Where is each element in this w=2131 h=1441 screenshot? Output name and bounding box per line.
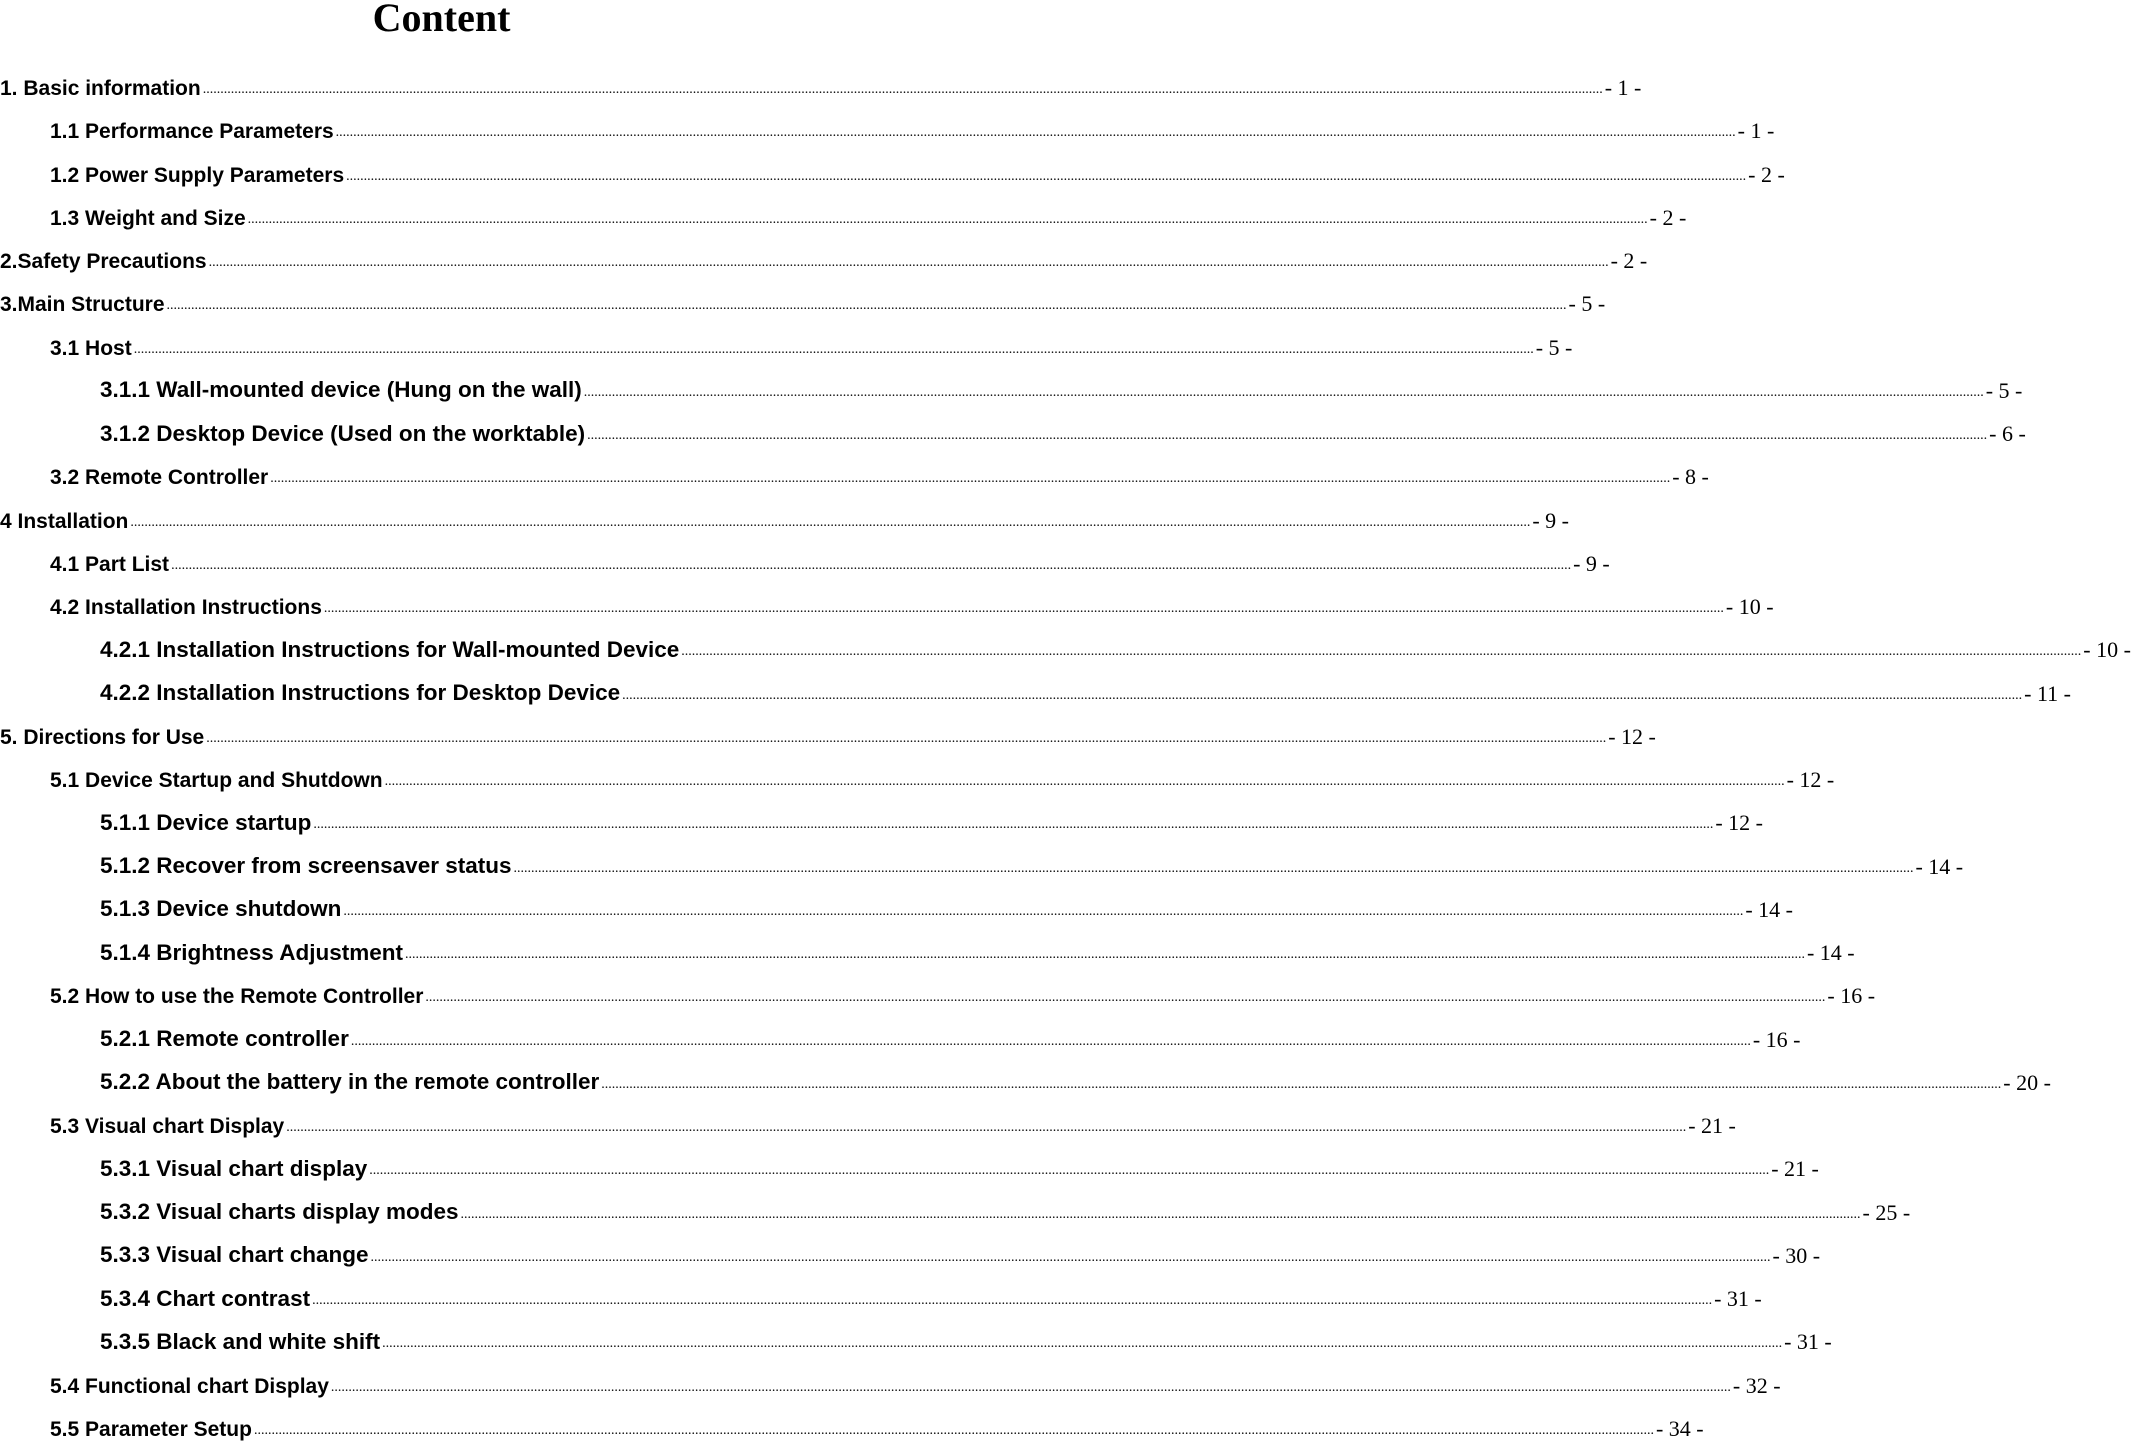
toc-entry-title: 5. Directions for Use xyxy=(0,725,205,749)
toc-entry-title: 5.5 Parameter Setup xyxy=(50,1417,252,1441)
toc-entry-title: 5.2.1 Remote controller xyxy=(100,1026,349,1051)
toc-entry-page-number: - 10 - xyxy=(2083,637,2131,663)
toc-entry[interactable] xyxy=(100,1185,1911,1225)
toc-entry-title: 1. Basic information xyxy=(0,77,201,100)
toc-entry-page-number: - 9 - xyxy=(1573,550,1610,576)
toc-entry-title: 5.4 Functional chart Display xyxy=(50,1374,329,1398)
toc-entry-title: 1.2 Power Supply Parameters xyxy=(50,163,345,187)
toc-entry-title: 3.Main Structure xyxy=(0,293,165,317)
toc-entry[interactable] xyxy=(50,320,1573,360)
toc-entry-page-number: - 30 - xyxy=(1772,1242,1821,1268)
toc-entry[interactable] xyxy=(100,1012,1801,1052)
toc-entry-page-number: - 32 - xyxy=(1732,1372,1781,1398)
toc-entry-page-number: - 8 - xyxy=(1672,464,1709,490)
toc-entry-title: 2.Safety Precautions xyxy=(0,250,207,273)
dot-leader: ................................................................................................................................................................................................................................................................................................................................................................................................................ xyxy=(166,298,1567,314)
toc-entry[interactable] xyxy=(50,536,1610,576)
toc-entry[interactable] xyxy=(100,1271,1762,1311)
toc-entry[interactable] xyxy=(100,882,1793,922)
dot-leader: ................................................................................................................................................................................................................................................................................................................................................................................................................ xyxy=(133,341,1534,357)
dot-leader: ................................................................................................................................................................................................................................................................................................................................................................................................................ xyxy=(312,1293,1713,1308)
toc-entry[interactable] xyxy=(100,666,2071,706)
toc-entry-title: 1.1 Performance Parameters xyxy=(50,120,334,144)
toc-entry-title: 5.3.3 Visual chart change xyxy=(100,1242,369,1268)
toc-entry-title: 5.1 Device Startup and Shutdown xyxy=(50,769,383,792)
toc-entry-title: 3.1.2 Desktop Device (Used on the worktable) xyxy=(100,420,586,446)
toc-entry-page-number: - 5 - xyxy=(1568,291,1606,317)
toc-entry-page-number: - 14 - xyxy=(1806,940,1855,965)
toc-entry[interactable] xyxy=(50,147,1785,187)
dot-leader: ................................................................................................................................................................................................................................................................................................................................................................................................................ xyxy=(253,1422,1654,1438)
toc-entry-title: 5.3.2 Visual charts display modes xyxy=(100,1199,459,1224)
toc-entry-title: 4.2.1 Installation Instructions for Wall-mounted Device xyxy=(100,636,680,662)
dot-leader: ................................................................................................................................................................................................................................................................................................................................................................................................................ xyxy=(346,168,1747,184)
toc-entry-page-number: - 5 - xyxy=(1985,377,2023,403)
toc-entry[interactable] xyxy=(50,968,1876,1009)
toc-entry-page-number: - 20 - xyxy=(2003,1069,2051,1095)
dot-leader: ................................................................................................................................................................................................................................................................................................................................................................................................................ xyxy=(335,125,1736,141)
dot-leader: ................................................................................................................................................................................................................................................................................................................................................................................................................ xyxy=(206,730,1607,746)
toc-entry[interactable] xyxy=(0,233,1648,273)
dot-leader: ................................................................................................................................................................................................................................................................................................................................................................................................................ xyxy=(202,82,1603,97)
toc-entry-page-number: - 14 - xyxy=(1915,853,1964,879)
toc-entry-page-number: - 12 - xyxy=(1715,810,1764,836)
toc-entry-page-number: - 2 - xyxy=(1610,248,1648,273)
dot-leader: ................................................................................................................................................................................................................................................................................................................................................................................................................ xyxy=(384,774,1785,789)
toc-entry-title: 4.2.2 Installation Instructions for Desktop Device xyxy=(100,680,621,705)
toc-entry-page-number: - 12 - xyxy=(1786,767,1835,792)
toc-entry[interactable] xyxy=(50,1401,1704,1441)
dot-leader: ................................................................................................................................................................................................................................................................................................................................................................................................................ xyxy=(330,1379,1731,1395)
toc-entry-page-number: - 2 - xyxy=(1649,204,1687,230)
toc-entry[interactable] xyxy=(100,1314,1832,1355)
dot-leader: ................................................................................................................................................................................................................................................................................................................................................................................................................ xyxy=(382,1336,1783,1352)
toc-entry-page-number: - 25 - xyxy=(1862,1199,1911,1225)
toc-entry-page-number: - 9 - xyxy=(1532,507,1570,533)
toc-entry-page-number: - 10 - xyxy=(1725,594,1774,619)
dot-leader: ................................................................................................................................................................................................................................................................................................................................................................................................................ xyxy=(130,514,1531,530)
toc-entry[interactable] xyxy=(50,103,1775,144)
dot-leader: ................................................................................................................................................................................................................................................................................................................................................................................................................ xyxy=(270,471,1671,487)
toc-entry[interactable] xyxy=(100,1055,2051,1095)
toc-entry-page-number: - 16 - xyxy=(1827,983,1876,1009)
toc-entry-title: 3.1.1 Wall-mounted device (Hung on the wall) xyxy=(100,377,582,403)
toc-entry[interactable] xyxy=(100,363,2023,403)
toc-entry[interactable] xyxy=(50,1358,1781,1398)
dot-leader: ................................................................................................................................................................................................................................................................................................................................................................................................................ xyxy=(587,428,1988,443)
toc-entry-title: 5.3.4 Chart contrast xyxy=(100,1285,311,1311)
toc-entry[interactable] xyxy=(50,449,1709,490)
dot-leader: ................................................................................................................................................................................................................................................................................................................................................................................................................ xyxy=(601,1076,2002,1092)
toc-entry[interactable] xyxy=(50,752,1835,792)
dot-leader: ................................................................................................................................................................................................................................................................................................................................................................................................................ xyxy=(171,557,1572,573)
dot-leader: ................................................................................................................................................................................................................................................................................................................................................................................................................ xyxy=(323,601,1724,616)
toc-entry[interactable] xyxy=(100,1141,1819,1182)
toc-entry-page-number: - 1 - xyxy=(1737,118,1775,144)
toc-entry-page-number: - 14 - xyxy=(1745,896,1793,922)
toc-entry-title: 5.1.1 Device startup xyxy=(100,809,312,835)
toc-entry-title: 3.1 Host xyxy=(50,336,132,360)
dot-leader: ................................................................................................................................................................................................................................................................................................................................................................................................................ xyxy=(583,384,1984,400)
toc-entry[interactable] xyxy=(50,579,1774,619)
dot-leader: ................................................................................................................................................................................................................................................................................................................................................................................................................ xyxy=(350,1033,1751,1049)
toc-entry-page-number: - 6 - xyxy=(1989,421,2026,446)
toc-entry-page-number: - 12 - xyxy=(1608,723,1656,749)
toc-entry-title: 4.1 Part List xyxy=(50,552,170,576)
toc-entry-page-number: - 1 - xyxy=(1604,75,1642,100)
toc-entry-page-number: - 21 - xyxy=(1771,1156,1819,1182)
page-title: Content xyxy=(372,0,511,40)
toc-entry-page-number: - 34 - xyxy=(1655,1415,1704,1441)
toc-entry-page-number: - 2 - xyxy=(1748,161,1785,187)
dot-leader: ................................................................................................................................................................................................................................................................................................................................................................................................................ xyxy=(343,903,1744,919)
dot-leader: ................................................................................................................................................................................................................................................................................................................................................................................................................ xyxy=(460,1206,1861,1222)
toc-entry[interactable] xyxy=(100,622,2131,663)
dot-leader: ................................................................................................................................................................................................................................................................................................................................................................................................................ xyxy=(286,1120,1687,1135)
dot-leader: ................................................................................................................................................................................................................................................................................................................................................................................................................ xyxy=(247,211,1648,227)
dot-leader: ................................................................................................................................................................................................................................................................................................................................................................................................................ xyxy=(622,687,2023,703)
toc-entry-title: 5.1.3 Device shutdown xyxy=(100,896,342,922)
toc-entry-title: 5.3.5 Black and white shift xyxy=(100,1328,381,1354)
dot-leader: ................................................................................................................................................................................................................................................................................................................................................................................................................ xyxy=(425,990,1826,1006)
toc-entry[interactable] xyxy=(100,839,1964,879)
toc-entry-title: 4.2 Installation Instructions xyxy=(50,596,322,619)
toc-entry[interactable] xyxy=(50,1098,1736,1138)
toc-entry-title: 5.3 Visual chart Display xyxy=(50,1115,285,1138)
toc-entry-title: 5.2.2 About the battery in the remote controller xyxy=(100,1069,600,1095)
toc-entry-title: 5.3.1 Visual chart display xyxy=(100,1155,368,1181)
toc-entry-title: 5.2 How to use the Remote Controller xyxy=(50,985,424,1009)
toc-entry-page-number: - 16 - xyxy=(1752,1026,1801,1052)
dot-leader: ................................................................................................................................................................................................................................................................................................................................................................................................................ xyxy=(369,1163,1770,1179)
dot-leader: ................................................................................................................................................................................................................................................................................................................................................................................................................ xyxy=(370,1249,1771,1265)
dot-leader: ................................................................................................................................................................................................................................................................................................................................................................................................................ xyxy=(513,860,1914,876)
toc-entry-title: 5.1.4 Brightness Adjustment xyxy=(100,939,403,965)
dot-leader: ................................................................................................................................................................................................................................................................................................................................................................................................................ xyxy=(404,947,1805,962)
toc-entry-title: 5.1.2 Recover from screensaver status xyxy=(100,853,512,878)
toc-entry[interactable] xyxy=(0,60,1642,100)
dot-leader: ................................................................................................................................................................................................................................................................................................................................................................................................................ xyxy=(313,817,1714,833)
toc-entry[interactable] xyxy=(100,1228,1821,1268)
toc-entry[interactable] xyxy=(100,795,1764,836)
toc-entry-title: 1.3 Weight and Size xyxy=(50,206,246,230)
toc-entry-page-number: - 21 - xyxy=(1688,1113,1736,1138)
toc-entry-page-number: - 31 - xyxy=(1784,1329,1832,1355)
toc-entry[interactable] xyxy=(50,190,1687,230)
toc-entry[interactable] xyxy=(0,493,1570,533)
dot-leader: ................................................................................................................................................................................................................................................................................................................................................................................................................ xyxy=(208,255,1609,270)
dot-leader: ................................................................................................................................................................................................................................................................................................................................................................................................................ xyxy=(681,644,2082,660)
toc-entry[interactable] xyxy=(100,925,1855,965)
toc-entry[interactable] xyxy=(100,406,2026,446)
toc-entry-title: 4 Installation xyxy=(0,509,129,533)
toc-entry-page-number: - 11 - xyxy=(2024,680,2071,706)
toc-entry[interactable] xyxy=(0,276,1606,317)
toc-entry-page-number: - 5 - xyxy=(1535,334,1573,360)
toc-entry-page-number: - 31 - xyxy=(1714,1286,1762,1311)
toc-entry[interactable] xyxy=(0,709,1656,749)
toc-entry-title: 3.2 Remote Controller xyxy=(50,466,269,490)
